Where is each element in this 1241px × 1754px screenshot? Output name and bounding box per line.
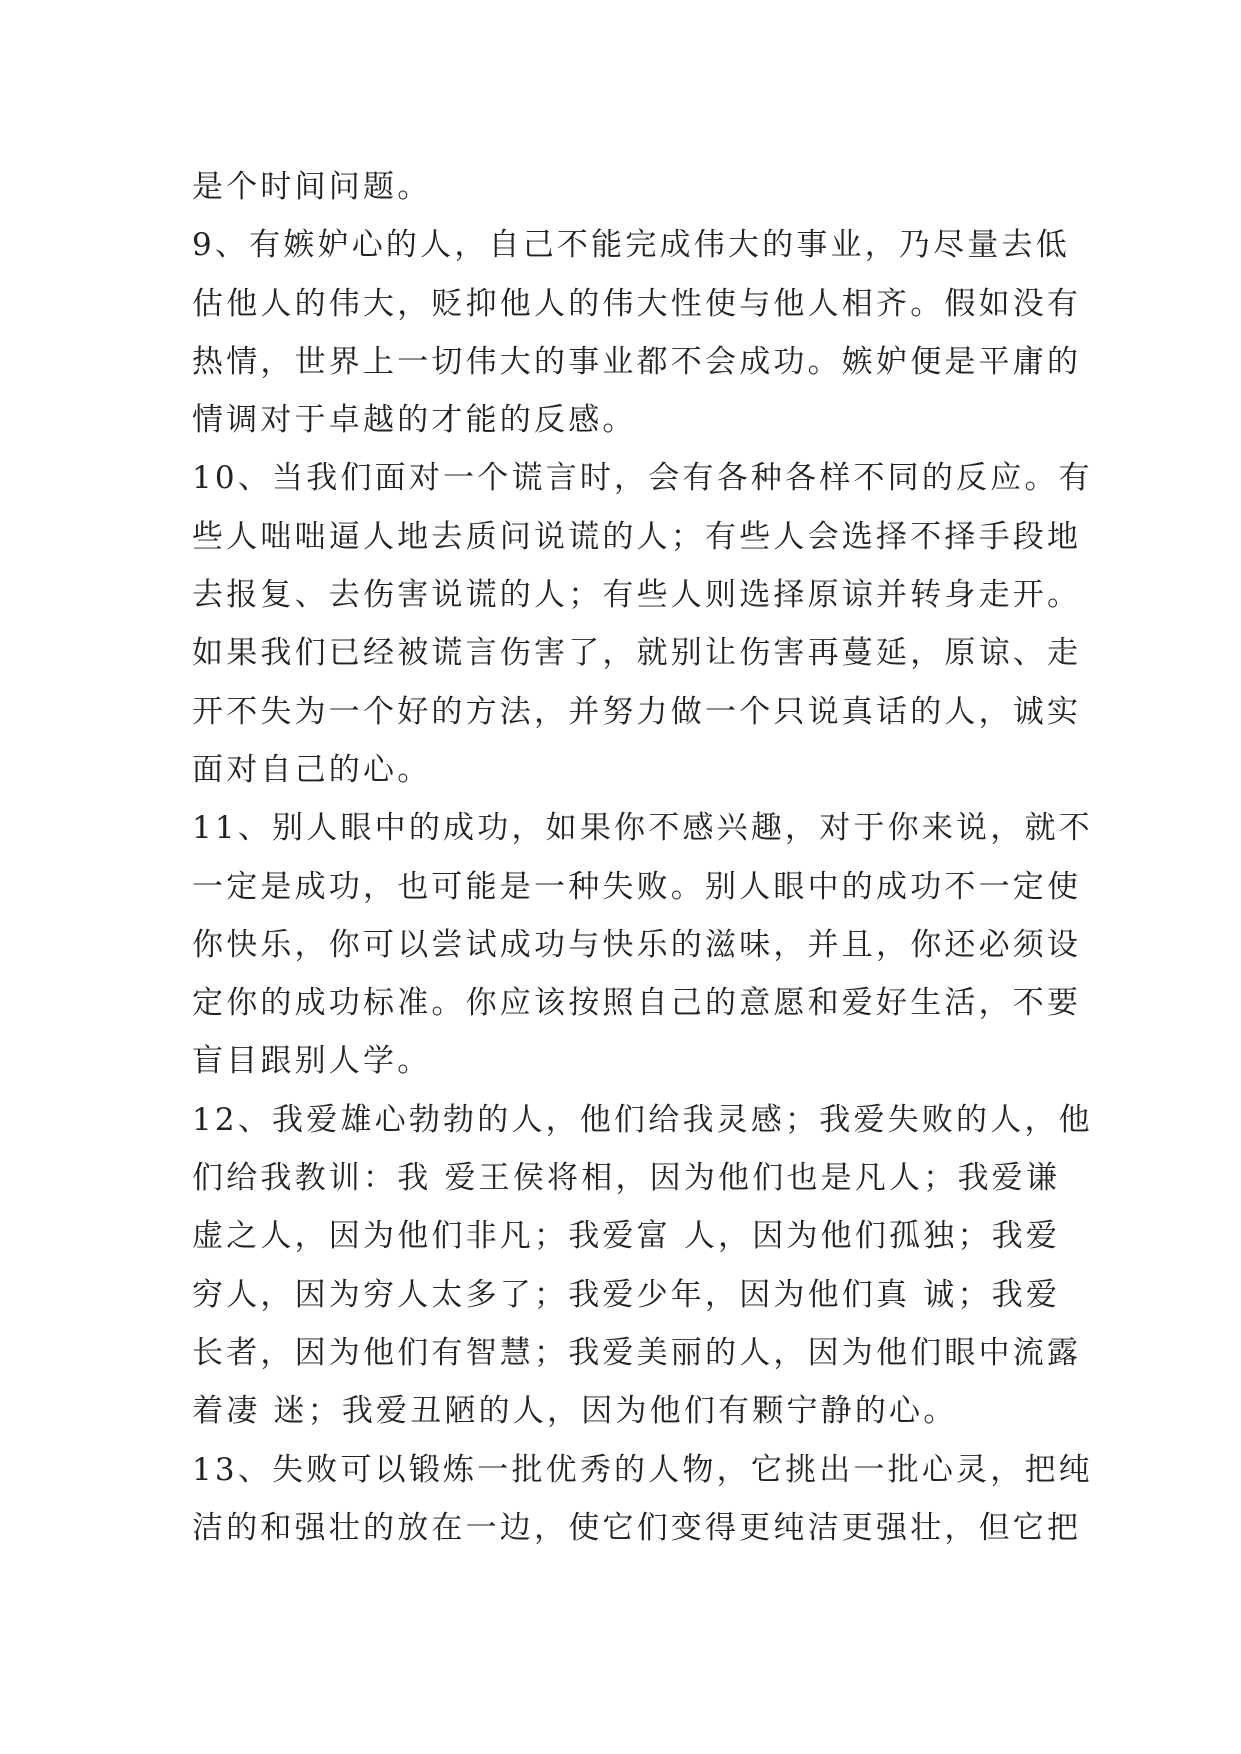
text-line: 去报复、去伤害说谎的人；有些人则选择原谅并转身走开。 xyxy=(192,577,1082,614)
text-line: 情调对于卓越的才能的反感。 xyxy=(192,402,637,439)
text-line: 是个时间问题。 xyxy=(192,169,432,205)
text-line: 长者，因为他们有智慧；我爱美丽的人，因为他们眼中流露 xyxy=(192,1334,1082,1371)
text-line: 11、别人眼中的成功，如果你不感兴趣，对于你来说，就不 xyxy=(192,810,1093,847)
text-line: 些人咄咄逼人地去质问说谎的人；有些人会选择不择手段地 xyxy=(192,518,1082,555)
text-line: 着凄 迷；我爱丑陋的人，因为他们有颗宁静的心。 xyxy=(192,1393,958,1430)
text-line: 13、失败可以锻炼一批优秀的人物，它挑出一批心灵，把纯 xyxy=(192,1451,1093,1488)
text-line: 洁的和强壮的放在一边，使它们变得更纯洁更强壮，但它把 xyxy=(192,1509,1082,1546)
text-line: 如果我们已经被谎言伤害了，就别让伤害再蔓延，原谅、走 xyxy=(192,635,1082,672)
text-line: 一定是成功，也可能是一种失败。别人眼中的成功不一定使 xyxy=(192,868,1082,905)
text-line: 穷人，因为穷人太多了；我爱少年，因为他们真 诚；我爱 xyxy=(192,1276,1061,1313)
text-line: 12、我爱雄心勃勃的人，他们给我灵感；我爱失败的人，他 xyxy=(192,1101,1093,1138)
body-text xyxy=(192,158,1093,1557)
text-line: 虚之人，因为他们非凡；我爱富 人，因为他们孤独；我爱 xyxy=(192,1218,1061,1255)
text-line: 9、有嫉妒心的人，自己不能完成伟大的事业，乃尽量去低 xyxy=(192,227,1070,264)
text-line: 热情，世界上一切伟大的事业都不会成功。嫉妒便是平庸的 xyxy=(192,343,1082,380)
text-line: 估他人的伟大，贬抑他人的伟大性使与他人相齐。假如没有 xyxy=(192,285,1082,322)
text-line: 10、当我们面对一个谎言时，会有各种各样不同的反应。有 xyxy=(192,460,1093,497)
text-line: 定你的成功标准。你应该按照自己的意愿和爱好生活，不要 xyxy=(192,985,1082,1022)
text-line: 面对自己的心。 xyxy=(192,751,432,788)
text-line: 们给我教训：我 爱王侯将相，因为他们也是凡人；我爱谦 xyxy=(192,1160,1061,1197)
text-line: 你快乐，你可以尝试成功与快乐的滋味，并且，你还必须设 xyxy=(192,926,1082,963)
text-line: 盲目跟别人学。 xyxy=(192,1043,432,1080)
text-line: 开不失为一个好的方法，并努力做一个只说真话的人，诚实 xyxy=(192,693,1082,730)
